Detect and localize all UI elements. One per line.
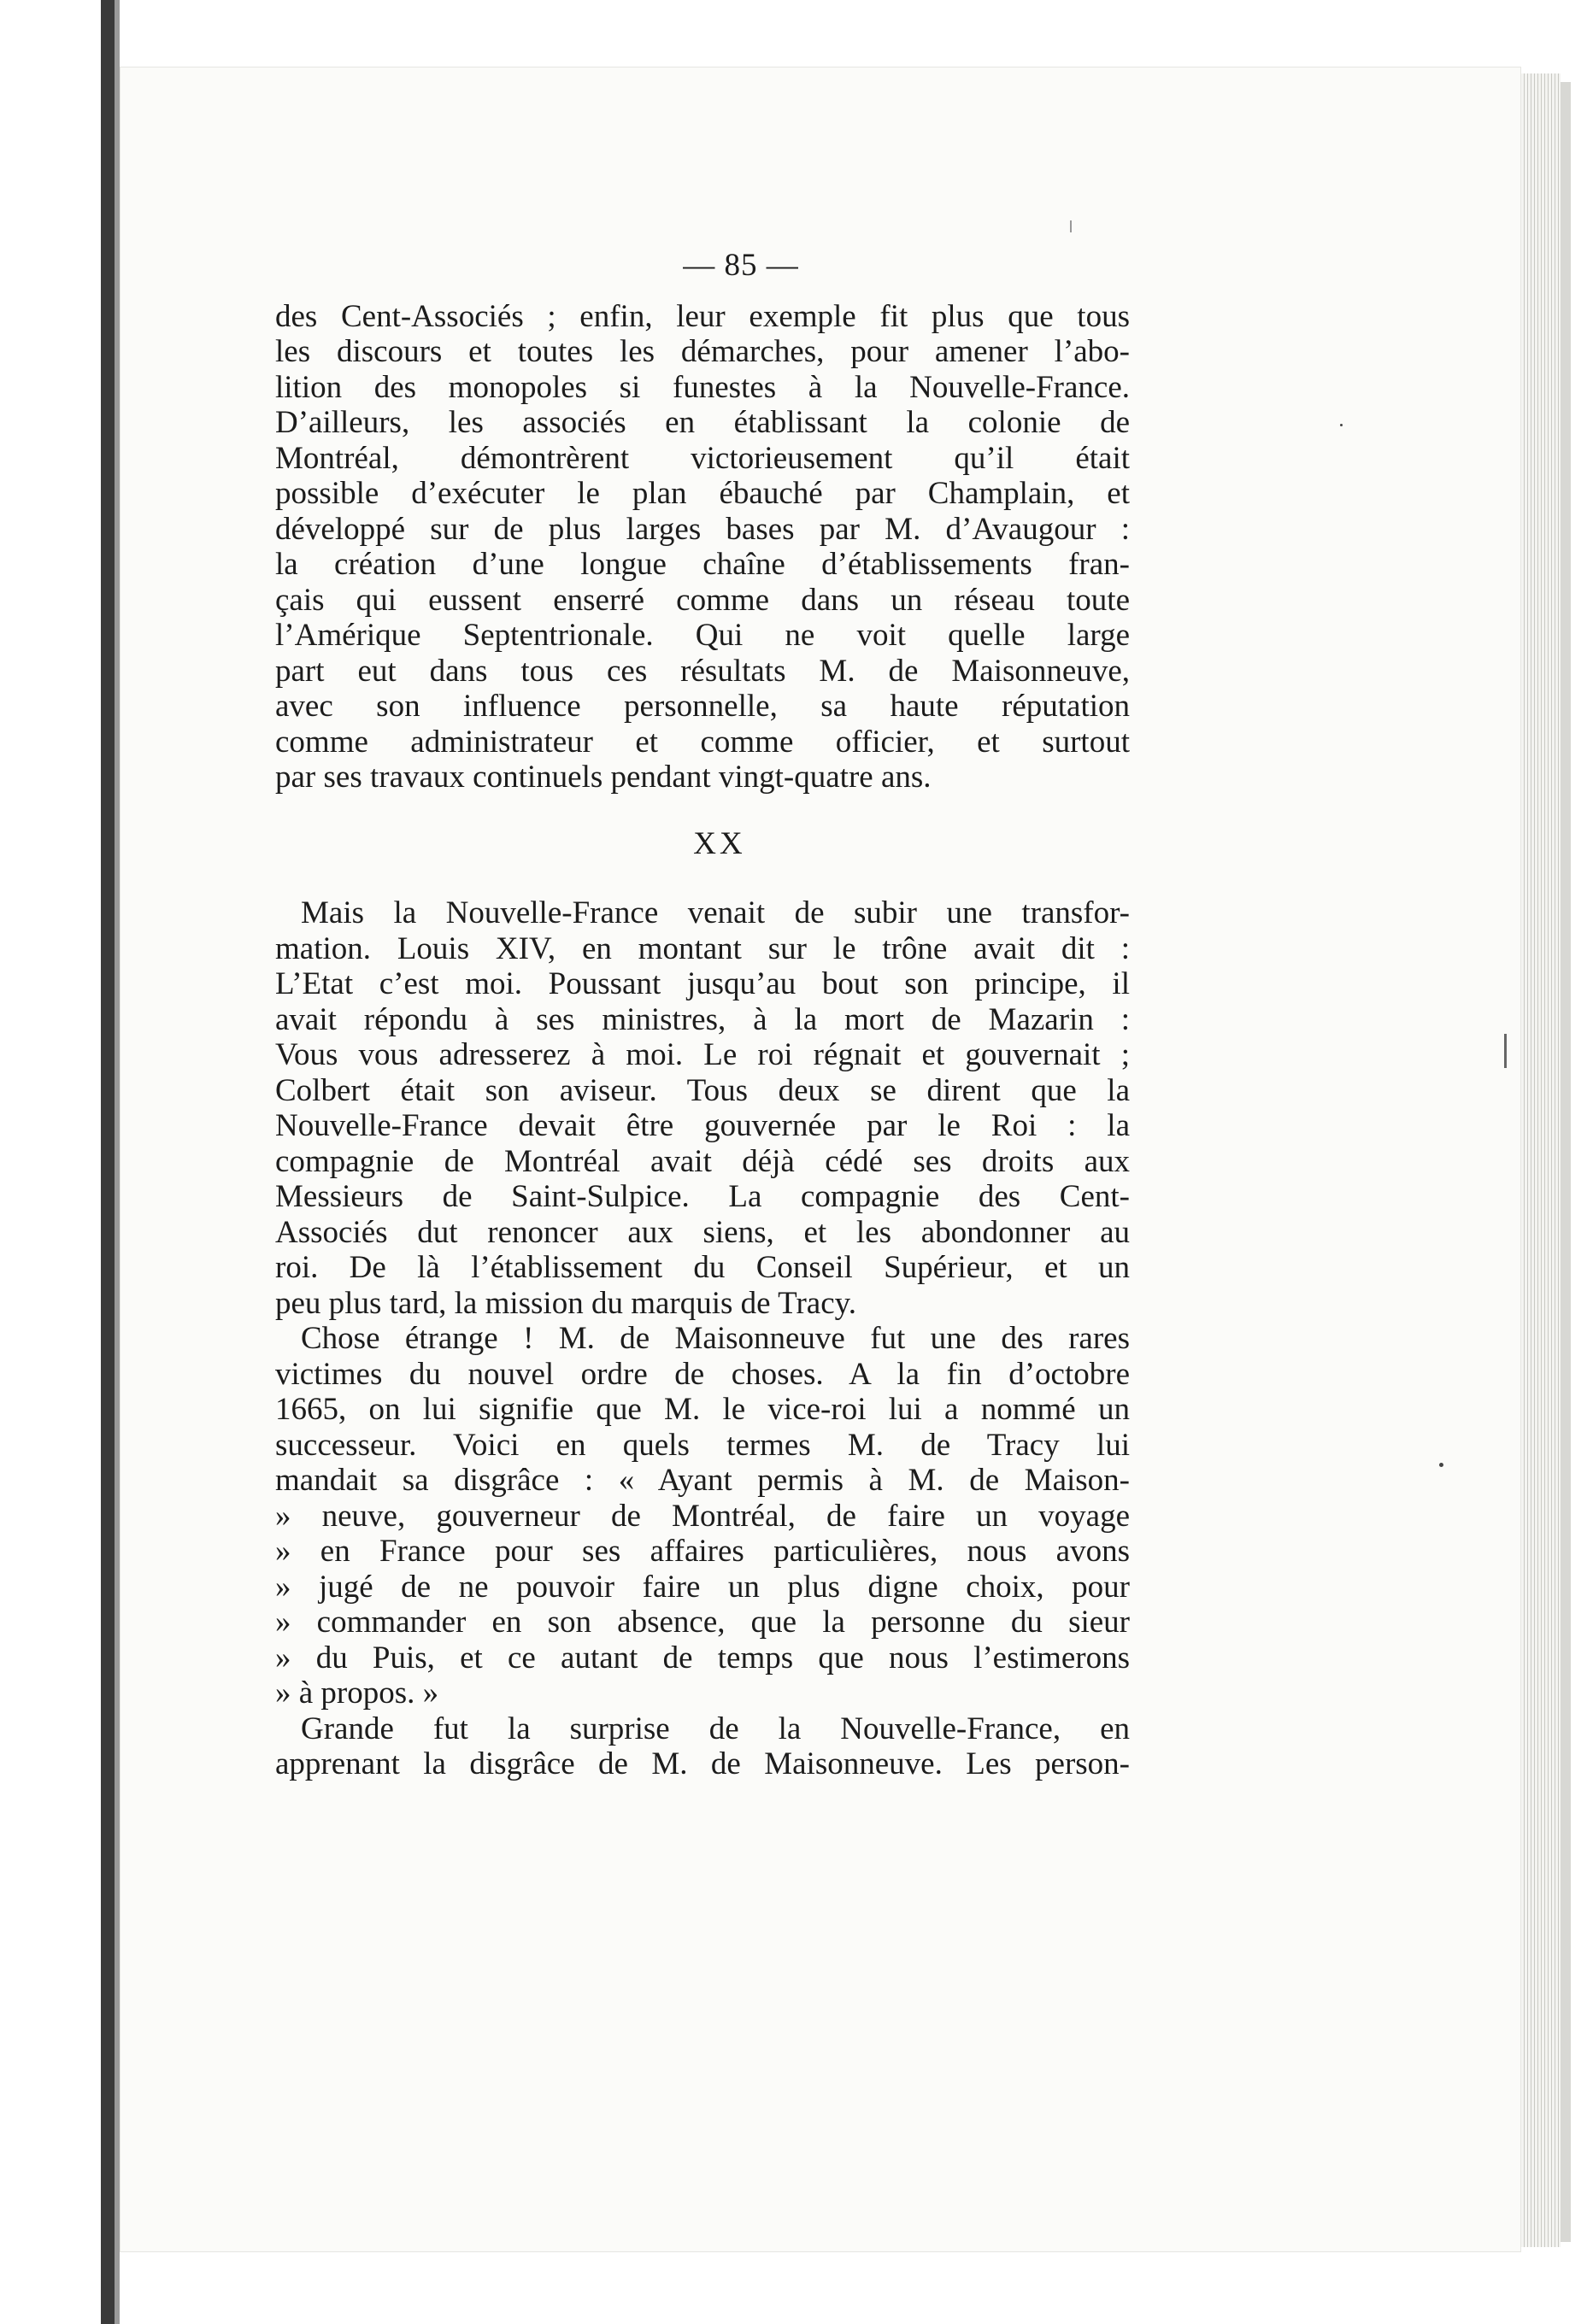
text-line: » neuve, gouverneur de Montréal, de faire un voyage xyxy=(275,1498,1130,1534)
text-line: par ses travaux continuels pendant vingt-quatre ans. xyxy=(275,760,932,795)
text-line: Nouvelle-France devait être gouvernée par le Roi : la xyxy=(275,1108,1130,1143)
text-line: 1665, on lui signifie que M. le vice-roi lui a nommé un xyxy=(275,1392,1130,1427)
text-line: des Cent-Associés ; enfin, leur exemple fit plus que tous xyxy=(275,298,1130,334)
text-line: lition des monopoles si funestes à la Nouvelle-France. xyxy=(275,369,1130,405)
text-line: mandait sa disgrâce : « Ayant permis à M. de Maison- xyxy=(275,1463,1130,1498)
text-line: Associés dut renoncer aux siens, et les abondonner au xyxy=(275,1214,1130,1250)
text-line: Montréal, démontrèrent victorieusement qu’il était xyxy=(275,440,1130,476)
text-line: Grande fut la surprise de la Nouvelle-France, en xyxy=(301,1711,1130,1746)
scan-speck xyxy=(1340,424,1343,426)
text-line: l’Amérique Septentrionale. Qui ne voit quelle large xyxy=(275,618,1130,653)
page-edges-shadow xyxy=(1561,82,1571,2242)
paragraph-2 xyxy=(275,895,1130,1321)
text-line: la création d’une longue chaîne d’établissements fran- xyxy=(275,547,1130,582)
text-line: avait répondu à ses ministres, à la mort de Mazarin : xyxy=(275,1001,1130,1037)
text-line: Messieurs de Saint-Sulpice. La compagnie des Cent- xyxy=(275,1179,1130,1214)
text-line: D’ailleurs, les associés en établissant la colonie de xyxy=(275,405,1130,440)
text-line: » à propos. » xyxy=(275,1676,439,1711)
text-line: Vous vous adresserez à moi. Le roi régnait et gouvernait ; xyxy=(275,1037,1130,1072)
text-line: Colbert était son aviseur. Tous deux se dirent que la xyxy=(275,1072,1130,1108)
paragraph-1 xyxy=(275,299,1130,795)
text-line: çais qui eussent enserré comme dans un réseau toute xyxy=(275,582,1130,618)
page-text xyxy=(275,248,1130,1782)
text-line: développé sur de plus larges bases par M. d’Avaugour : xyxy=(275,511,1130,547)
text-line: mation. Louis XIV, en montant sur le trône avait dit : xyxy=(275,930,1130,966)
text-line: » du Puis, et ce autant de temps que nous l’estimerons xyxy=(275,1640,1130,1676)
text-line: Mais la Nouvelle-France venait de subir une transfor- xyxy=(301,895,1130,930)
text-line: possible d’exécuter le plan ébauché par Champlain, et xyxy=(275,476,1130,511)
scan-mark xyxy=(1070,220,1072,232)
text-line: les discours et toutes les démarches, pour amener l’abo- xyxy=(275,334,1130,369)
text-line: apprenant la disgrâce de M. de Maisonneuve. Les person- xyxy=(275,1746,1130,1781)
text-line: victimes du nouvel ordre de choses. A la fin d’octobre xyxy=(275,1356,1130,1392)
text-line: roi. De là l’établissement du Conseil Supérieur, et un xyxy=(275,1250,1130,1285)
paragraph-3 xyxy=(275,1321,1130,1711)
section-heading: XX xyxy=(693,825,746,861)
text-line: » commander en son absence, que la personne du sieur xyxy=(275,1605,1130,1640)
scan-speck xyxy=(1439,1463,1443,1467)
paragraph-4 xyxy=(275,1711,1130,1782)
text-line: comme administrateur et comme officier, et surtout xyxy=(275,724,1130,760)
page-number: — 85 — xyxy=(683,248,799,283)
text-line: Chose étrange ! M. de Maisonneuve fut une des rares xyxy=(301,1321,1130,1356)
text-line: » en France pour ses affaires particulières, nous avons xyxy=(275,1534,1130,1569)
text-line: » jugé de ne pouvoir faire un plus digne choix, pour xyxy=(275,1569,1130,1605)
scan-mark xyxy=(1504,1034,1507,1068)
book-gutter xyxy=(101,0,115,2324)
text-line: successeur. Voici en quels termes M. de Tracy lui xyxy=(275,1427,1130,1463)
text-line: part eut dans tous ces résultats M. de Maisonneuve, xyxy=(275,653,1130,689)
text-line: compagnie de Montréal avait déjà cédé ses droits aux xyxy=(275,1143,1130,1179)
text-line: avec son influence personnelle, sa haute réputation xyxy=(275,689,1130,724)
page-edges xyxy=(1521,73,1561,2247)
text-line: L’Etat c’est moi. Poussant jusqu’au bout son principe, il xyxy=(275,966,1130,1001)
text-line: peu plus tard, la mission du marquis de Tracy. xyxy=(275,1285,856,1321)
